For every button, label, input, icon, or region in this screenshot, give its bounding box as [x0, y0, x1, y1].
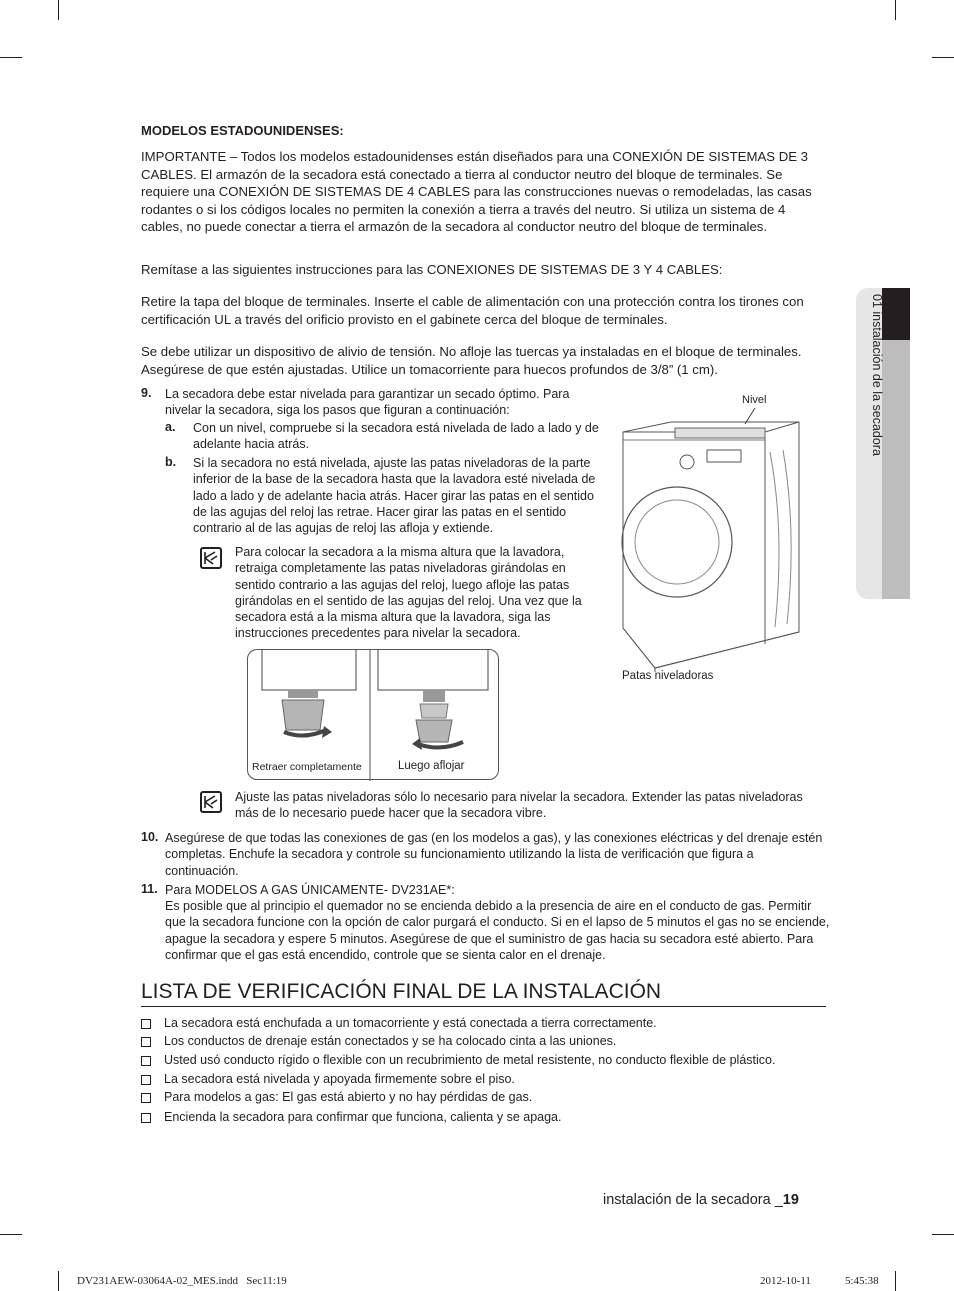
patas-label: Patas niveladoras — [622, 670, 714, 682]
crop-mark — [0, 57, 22, 58]
note-icon — [200, 547, 222, 569]
page-footer — [603, 1192, 799, 1208]
crop-mark — [0, 1234, 22, 1235]
step-11-text: Es posible que al principio el quemador no se encienda debido a la presencia de aire en el conducto de gas. Permitir que la secadora funcione con la opción de calor purgará el conducto. Si en el lapso de 5 minutos el gas no se enciende, apague la secadora y espere 5 minutos. Asegúrese de que el suministro de gas hacia su secadora esté abierto. Para confirmar que el gas está encendido, controle que se sienta calor en el drenaje. — [165, 899, 830, 962]
print-time: 5:45:38 — [845, 1275, 879, 1287]
leveling-feet-figure — [247, 649, 499, 780]
paragraph-retire: Retire la tapa del bloque de terminales. Inserte el cable de alimentación con una protección contra los tirones con certificación UL a través del orificio provisto en el gabinete cerca del bloque de terminales. — [141, 294, 804, 327]
footer-label: instalación de la secadora _ — [603, 1192, 783, 1208]
substep-b-number: b. — [165, 455, 177, 469]
checkbox-icon — [141, 1113, 151, 1123]
note-1-text: Para colocar la secadora a la misma altura que la lavadora, retraiga completamente las patas niveladoras girándolas en sentido contrario a las agujas del reloj, luego afloje las patas girándolas en el sentido de las agujas del reloj. Una vez que la secadora está a la misma altura que la lavadora, siga las instrucciones precedentes para nivelar la secadora. — [235, 545, 582, 641]
paragraph-alivio: Se debe utilizar un dispositivo de alivio de tensión. No afloje las tuercas ya instaladas en el bloque de terminales. Asegúrese de que estén ajustadas. Utilice un tomacorriente para huecos profundos de 3/8” (1 cm). — [141, 344, 802, 377]
step-9-text: La secadora debe estar nivelada para garantizar un secado óptimo. Para nivelar la secadora, siga los pasos que figuran a continuación: — [165, 387, 570, 418]
paragraph-remitase: Remítase a las siguientes instrucciones para las CONEXIONES DE SISTEMAS DE 3 Y 4 CABLES: — [141, 262, 723, 277]
crop-mark — [932, 1234, 954, 1235]
print-date: 2012-10-11 — [760, 1275, 811, 1287]
step-number-10: 10. — [141, 830, 159, 844]
crop-mark — [932, 57, 954, 58]
dryer-illustration — [615, 392, 815, 682]
page-number: 19 — [782, 1192, 799, 1208]
side-tab-marker — [882, 288, 910, 340]
paragraph-importante: IMPORTANTE – Todos los modelos estadounidenses están diseñados para una CONEXIÓN DE SISTEMAS DE 3 CABLES. El armazón de la secadora está conectado a tierra al conductor neutro del bloque de terminales. Se requiere una CONEXIÓN DE SISTEMAS DE 4 CABLES para las construcciones nuevas o remodeladas, las casas rodantes o si los códigos locales no permiten la conexión a tierra a través del neutro. Si utiliza un sistema de 4 cables, no puede conectar a tierra el armazón de la secadora al conductor neutro del bloque de terminales. — [141, 149, 812, 235]
section-heading: MODELOS ESTADOUNIDENSES: — [141, 123, 344, 138]
nivel-label: Nivel — [742, 394, 767, 406]
substep-b-text: Si la secadora no está nivelada, ajuste las patas niveladoras de la parte inferior de la base de la secadora hasta que la lavadora esté nivelada de lado a lado y de adelante hacia atrás. Hacer girar las patas en el sentido de las agujas del reloj las retrae. Hacer girar las patas en el sentido contrario al de las agujas de reloj las afloja y extiende. — [193, 456, 596, 536]
note-2-text: Ajuste las patas niveladoras sólo lo necesario para nivelar la secadora. Extender las patas niveladoras más de lo necesario puede hacer que la secadora vibre. — [235, 790, 803, 821]
note-icon — [200, 791, 222, 813]
step-10-text: Asegúrese de que todas las conexiones de gas (en los modelos a gas), y las conexiones eléctricas y del drenaje estén completas. Enchufe la secadora y controle su funcionamiento utilizando la lista de verificación que figura a continuación. — [165, 831, 823, 878]
file-slug: DV231AEW-03064A-02_MES.indd Sec11:19 — [77, 1275, 287, 1287]
step-number-9: 9. — [141, 386, 152, 400]
crop-mark — [895, 0, 896, 20]
checkbox-icon — [141, 1093, 151, 1103]
step-number-11: 11. — [141, 882, 158, 896]
crop-mark — [58, 0, 59, 20]
retraer-label: Retraer completamente — [252, 761, 362, 773]
checkbox-icon — [141, 1019, 151, 1029]
checkbox-icon — [141, 1037, 151, 1047]
checkbox-icon — [141, 1056, 151, 1066]
checkbox-icon — [141, 1075, 151, 1085]
side-tab-accent — [882, 340, 910, 599]
checklist-title: LISTA DE VERIFICACIÓN FINAL DE LA INSTALACIÓN — [141, 980, 662, 1003]
title-underline — [141, 1006, 826, 1007]
substep-a-number: a. — [165, 420, 176, 434]
crop-mark — [58, 1271, 59, 1291]
substep-a-text: Con un nivel, compruebe si la secadora está nivelada de lado a lado y de adelante hacia atrás. — [193, 421, 599, 452]
aflojar-label: Luego aflojar — [398, 760, 465, 772]
side-tab-label: 01 instalación de la secadora — [870, 294, 884, 456]
step-11-heading: Para MODELOS A GAS ÚNICAMENTE- DV231AE*: — [165, 883, 455, 897]
crop-mark — [895, 1271, 896, 1291]
